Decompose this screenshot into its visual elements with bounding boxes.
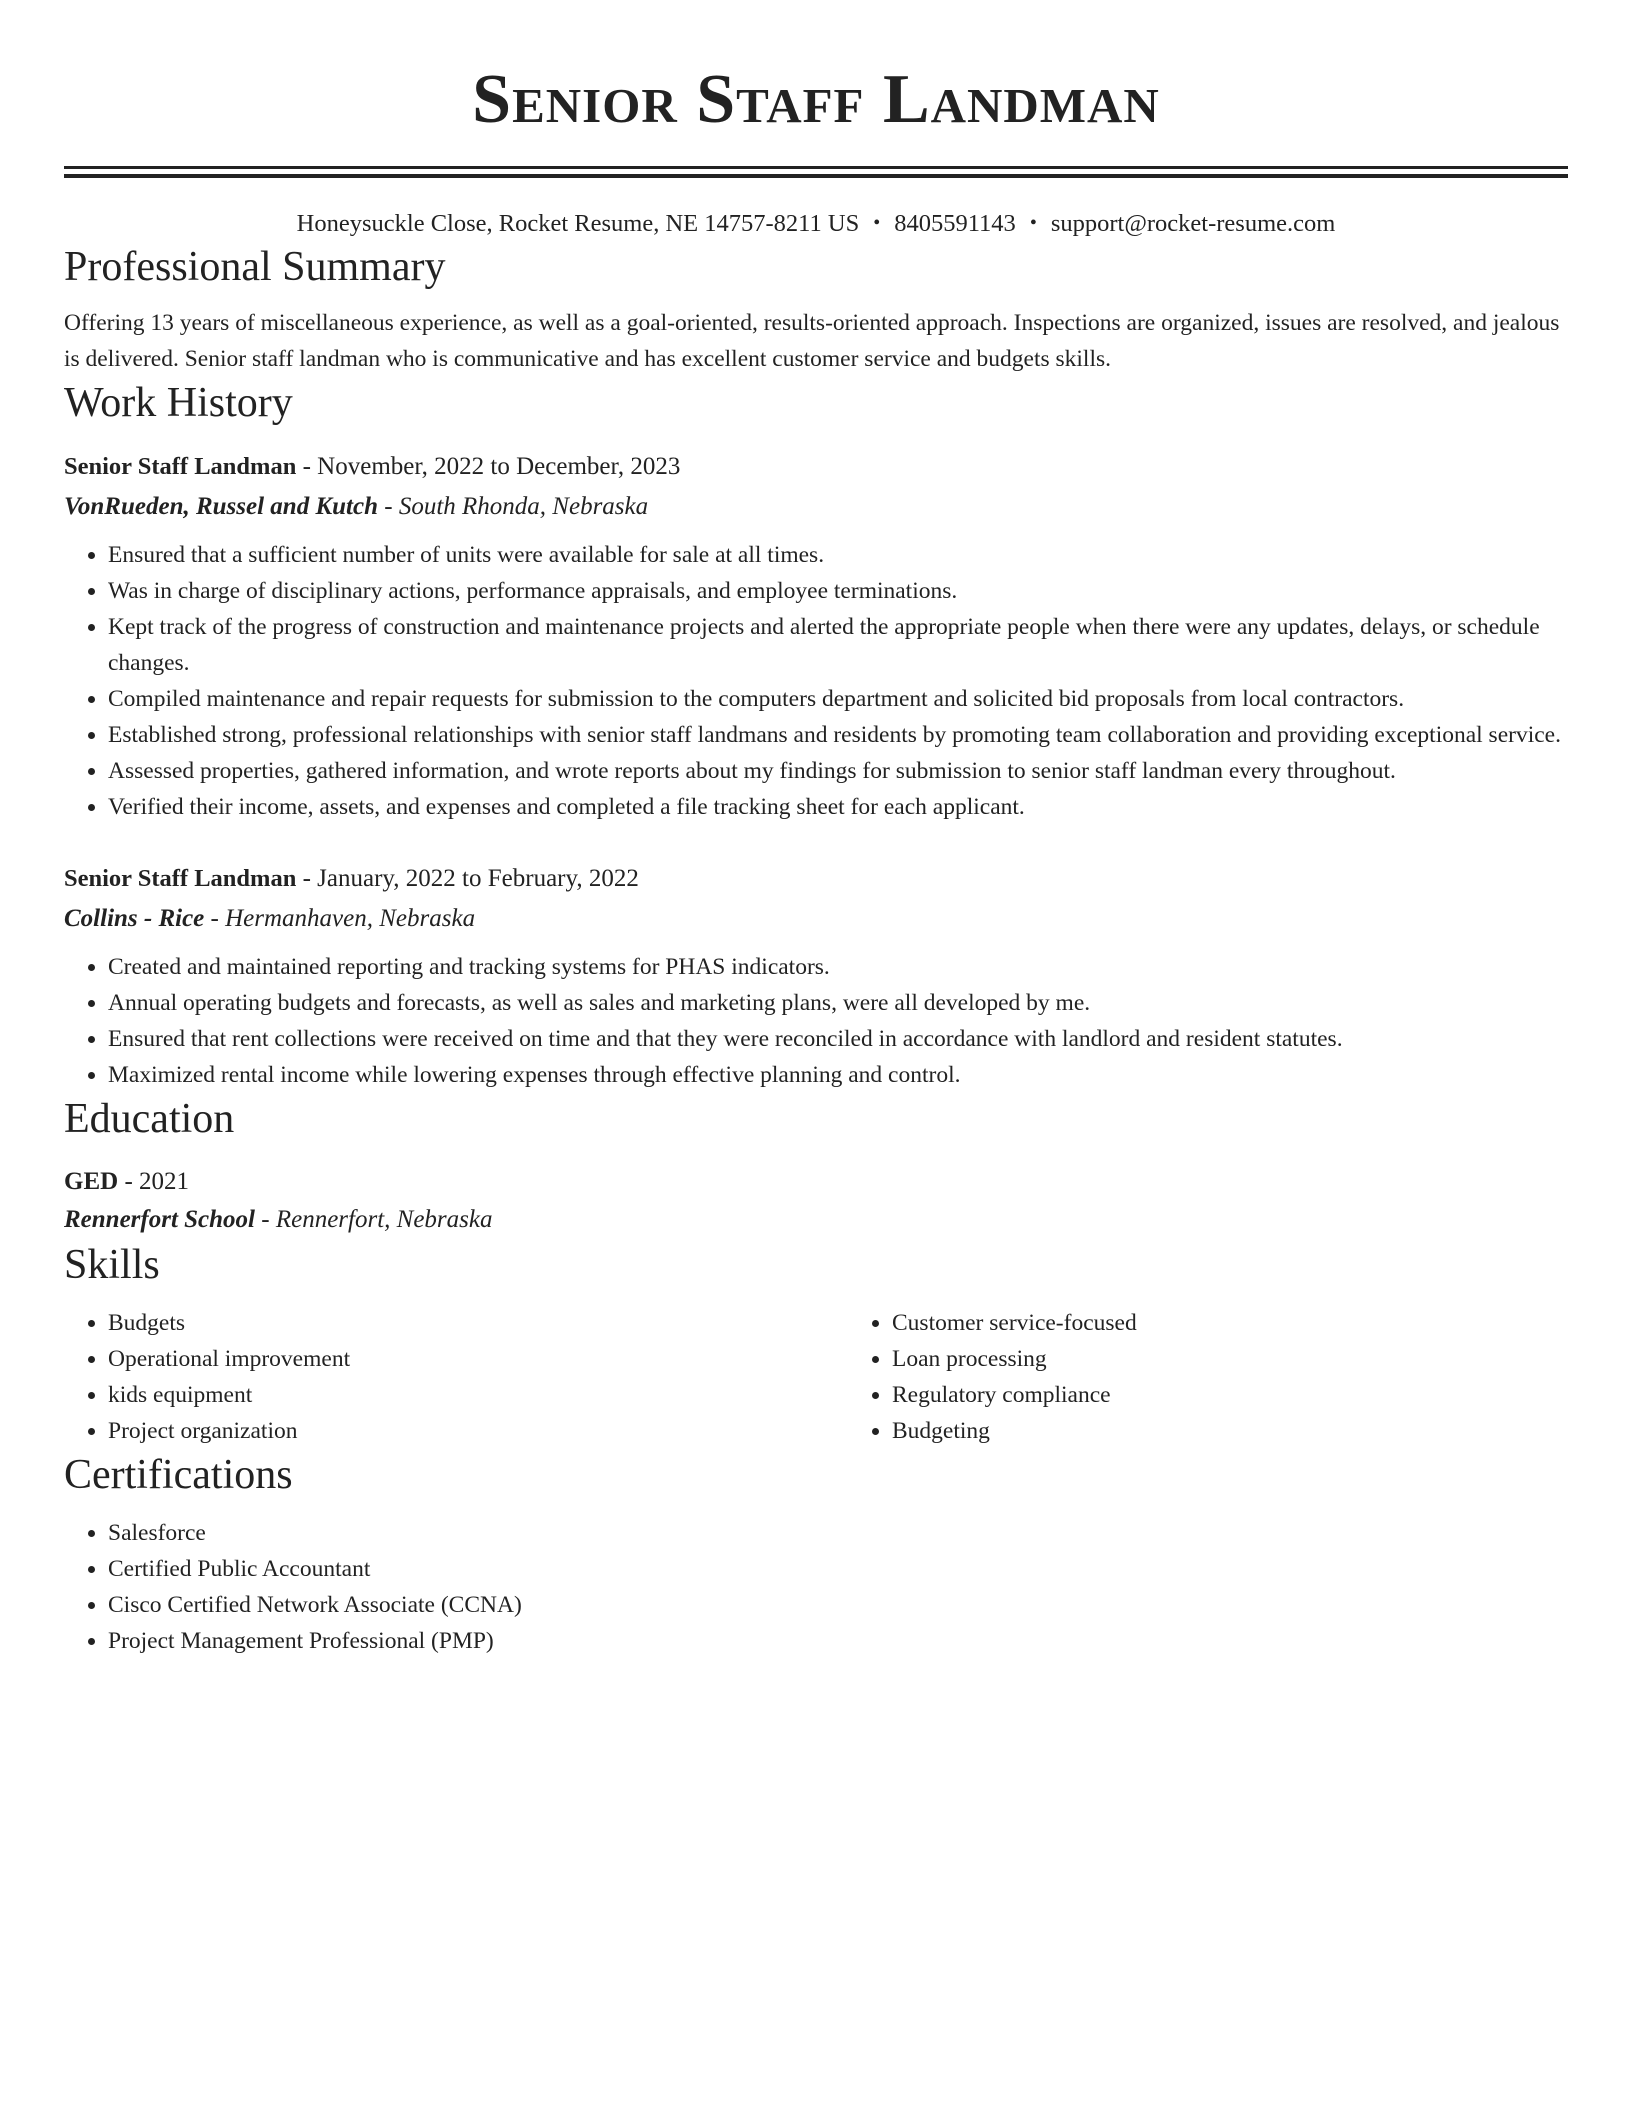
job-bullet: • Maximized rental income while lowering expenses through effective planning and control.: [108, 1057, 1568, 1093]
contact-phone: 8405591143: [894, 210, 1016, 237]
job-bullet: • Annual operating budgets and forecasts, as well as sales and marketing plans, were all developed by me.: [108, 985, 1568, 1021]
job-location: - Hermanhaven, Nebraska: [204, 905, 476, 932]
skill-item: • Customer service-focused: [892, 1305, 1612, 1341]
job-employer-line: [64, 899, 1568, 939]
skills-list-right: [848, 1305, 1612, 1449]
job-bullet: • Verified their income, assets, and expenses and completed a file tracking sheet for each applicant.: [108, 789, 1568, 825]
certifications-list: [64, 1515, 1568, 1659]
job-bullet: • Assessed properties, gathered information, and wrote reports about my findings for submission to senior staff landman every throughout.: [108, 753, 1568, 789]
certification-item: • Salesforce: [108, 1515, 1568, 1551]
education-degree: GED: [64, 1168, 119, 1195]
education-school: Rennerfort School: [64, 1206, 256, 1233]
education-location: - Rennerfort, Nebraska: [255, 1206, 493, 1233]
job-company: VonRueden, Russel and Kutch: [64, 493, 378, 520]
education-year: - 2021: [118, 1168, 190, 1195]
certification-item: • Cisco Certified Network Associate (CCNA): [108, 1587, 1568, 1623]
job-bullet: • Compiled maintenance and repair requests for submission to the computers department and solicited bid proposals from local contractors.: [108, 681, 1568, 717]
contact-email: support@rocket-resume.com: [1050, 210, 1336, 237]
contact-line: [64, 208, 1568, 241]
work-history-heading: Work History: [64, 380, 293, 426]
job-role: Senior Staff Landman: [64, 865, 297, 892]
job-bullet-list: [64, 949, 1568, 1093]
contact-separator: •: [873, 212, 881, 234]
job-bullet: • Ensured that rent collections were received on time and that they were reconciled in accordance with landlord and resident statutes.: [108, 1021, 1568, 1057]
education-degree-line: [64, 1163, 1568, 1201]
skill-item: • Operational improvement: [108, 1341, 848, 1377]
skills-grid: [64, 1305, 1568, 1449]
contact-address: Honeysuckle Close, Rocket Resume, NE 14757-8211 US: [296, 210, 860, 237]
title-double-rule: [64, 166, 1568, 178]
resume-title: Senior Staff Landman: [472, 61, 1160, 138]
skills-heading: Skills: [64, 1242, 160, 1288]
summary-heading: Professional Summary: [64, 244, 446, 290]
skill-item: • kids equipment: [108, 1377, 848, 1413]
job-employer-line: [64, 487, 1568, 527]
job-bullet: • Created and maintained reporting and tracking systems for PHAS indicators.: [108, 949, 1568, 985]
education-heading: Education: [64, 1096, 235, 1142]
certifications-heading: Certifications: [64, 1452, 293, 1498]
certification-item: • Project Management Professional (PMP): [108, 1623, 1568, 1659]
education-school-line: [64, 1201, 1568, 1239]
job-bullet: • Ensured that a sufficient number of units were available for sale at all times.: [108, 537, 1568, 573]
job-dates: - January, 2022 to February, 2022: [296, 865, 639, 892]
job-bullet-list: [64, 537, 1568, 825]
job-location: - South Rhonda, Nebraska: [378, 493, 649, 520]
job-entry: [64, 859, 1568, 1093]
job-entry: [64, 447, 1568, 825]
skill-item: • Loan processing: [892, 1341, 1612, 1377]
job-bullet: • Established strong, professional relationships with senior staff landmans and residents by promoting team collaboration and providing exceptional service.: [108, 717, 1568, 753]
job-role: Senior Staff Landman: [64, 453, 297, 480]
job-bullet: • Kept track of the progress of construction and maintenance projects and alerted the appropriate people when there were any updates, delays, or schedule changes.: [108, 609, 1568, 681]
skill-item: • Regulatory compliance: [892, 1377, 1612, 1413]
job-title-line: [64, 447, 1568, 487]
job-company: Collins - Rice: [64, 905, 205, 932]
contact-separator: •: [1029, 212, 1037, 234]
job-dates: - November, 2022 to December, 2023: [296, 453, 681, 480]
skill-item: • Budgets: [108, 1305, 848, 1341]
summary-text: Offering 13 years of miscellaneous experience, as well as a goal-oriented, results-oriented approach. Inspections are organized, issues are resolved, and jealous is delivered. Senior staff landman who is communicative and has excellent customer service and budgets skills.: [64, 310, 1560, 372]
certification-item: • Certified Public Accountant: [108, 1551, 1568, 1587]
skills-list-left: [64, 1305, 848, 1449]
skill-item: • Project organization: [108, 1413, 848, 1449]
job-bullet: • Was in charge of disciplinary actions, performance appraisals, and employee terminations.: [108, 573, 1568, 609]
skill-item: • Budgeting: [892, 1413, 1612, 1449]
job-title-line: [64, 859, 1568, 899]
